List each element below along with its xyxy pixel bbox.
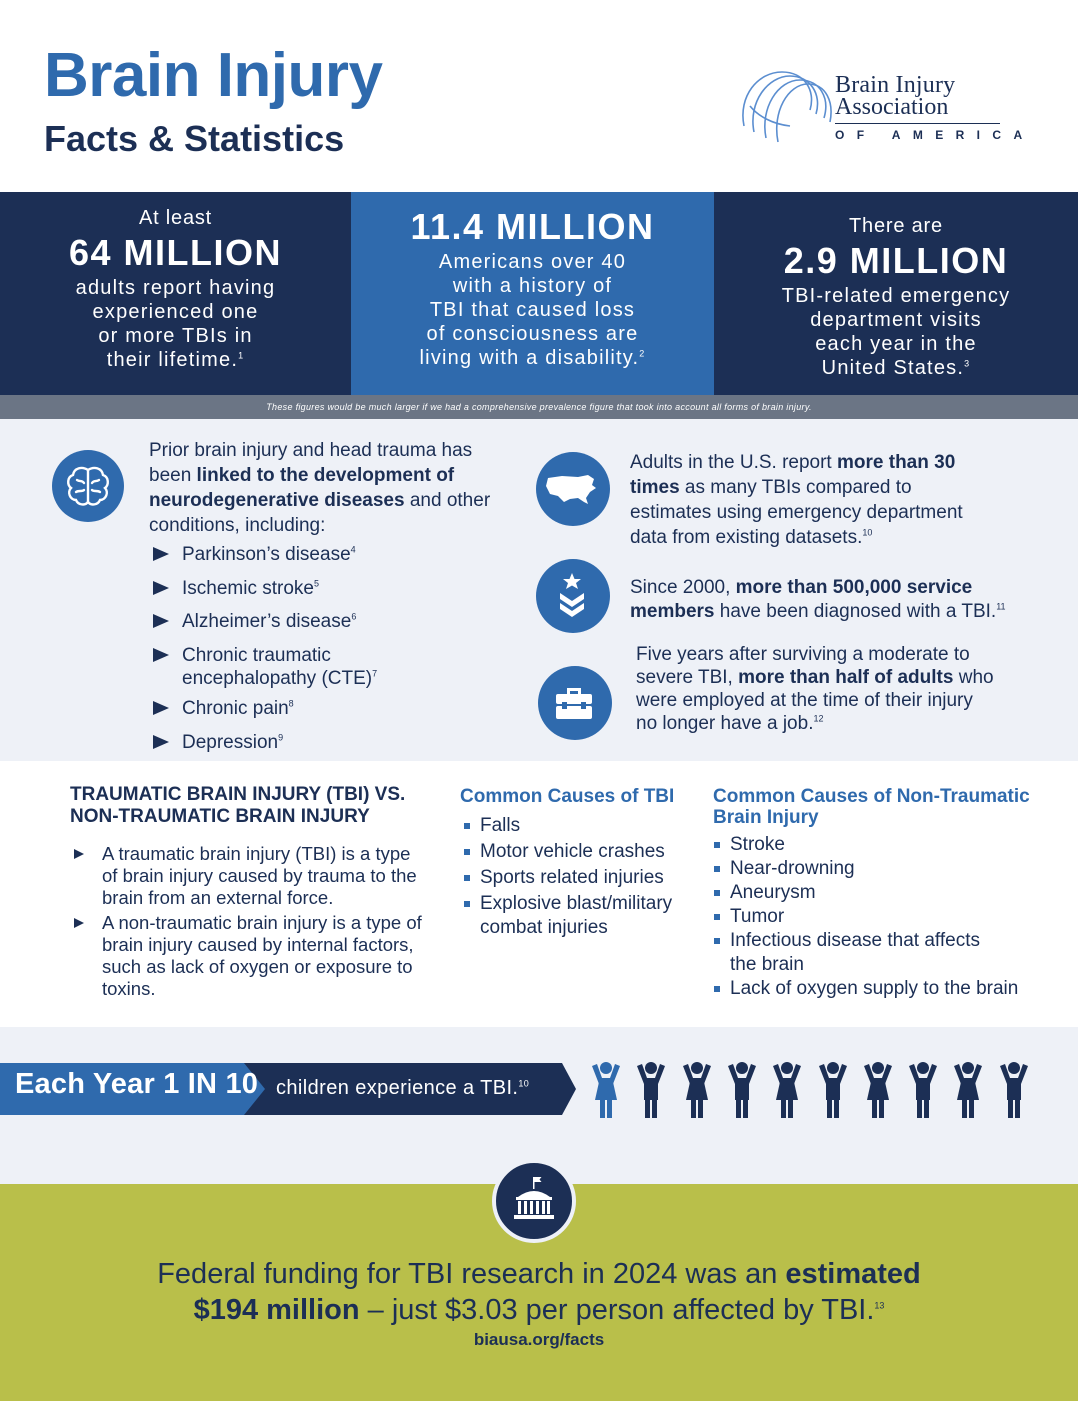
list-item: Tumor xyxy=(710,905,1040,929)
funding-statement: Federal funding for TBI research in 2024 was an estimated $194 million – just $3.03 per person affected by TBI.$^{13}$ xyxy=(157,1258,921,1326)
child-icon xyxy=(724,1060,760,1120)
condition-item: Alzheimer’s disease$^6$ xyxy=(153,610,356,633)
logo-line-2: Association xyxy=(835,94,949,120)
causes-tbi-heading: Common Causes of TBI xyxy=(460,786,675,807)
fact-employment: Five years after surviving a moderate to severe TBI, more than half of adults who were employed at the time of their injury no longer have a job.$^{12}$ xyxy=(636,644,994,734)
list-item: Falls xyxy=(460,814,690,838)
causes-non-tbi-heading: Common Causes of Non-Traumatic Brain Injury xyxy=(713,786,1030,828)
facts-link[interactable]: biausa.org/facts xyxy=(473,1330,605,1349)
child-icon xyxy=(815,1060,851,1120)
logo-line-3: OF AMERICA xyxy=(835,128,1035,142)
condition-item: Chronic pain$^8$ xyxy=(153,697,294,720)
condition-item: Depression$^9$ xyxy=(153,731,283,754)
briefcase-icon xyxy=(538,666,612,740)
list-item: Stroke xyxy=(710,833,1040,857)
logo-divider xyxy=(835,123,1000,124)
stat-text: TBI-related emergency department visits each year in the United States.$^3$ xyxy=(781,285,1011,379)
fact-30-times: Adults in the U.S. report more than 30 times as many TBIs compared to estimates using emergency department data from existing datasets.$^{10}$ xyxy=(630,452,963,548)
list-item: Lack of oxygen supply to the brain xyxy=(710,977,1040,1001)
stat-panel-11-4-million xyxy=(351,192,714,395)
fact-service-members: Since 2000, more than 500,000 service members have been diagnosed with a TBI.$^{11}$ xyxy=(630,577,1006,622)
causes-tbi-list xyxy=(460,814,690,940)
child-icon xyxy=(588,1060,624,1120)
stat-text: Americans over 40 with a history of TBI that caused loss of consciousness are living with a disability.$^2$ xyxy=(419,251,646,369)
military-rank-icon xyxy=(536,559,610,633)
child-icon xyxy=(996,1060,1032,1120)
stat-panel-64-million xyxy=(0,192,351,395)
usa-map-icon xyxy=(536,452,610,526)
list-item: Explosive blast/military combat injuries xyxy=(460,892,690,940)
child-icon xyxy=(679,1060,715,1120)
child-icon xyxy=(905,1060,941,1120)
condition-item: Ischemic stroke$^5$ xyxy=(153,577,319,600)
child-icon xyxy=(860,1060,896,1120)
page-title: Brain Injury xyxy=(44,41,383,110)
list-item: Aneurysm xyxy=(710,881,1040,905)
footnote-bar: These figures would be much larger if we had a comprehensive prevalence figure that took into account all forms of brain injury. xyxy=(0,395,1078,419)
each-year-text: children experience a TBI.$^{10}$ xyxy=(276,1077,530,1099)
causes-non-tbi-list xyxy=(710,833,1040,1001)
stat-number: 11.4 MILLION xyxy=(410,206,655,247)
stat-panel-2-9-million xyxy=(714,192,1078,395)
list-item: Sports related injuries xyxy=(460,866,690,890)
child-icon xyxy=(769,1060,805,1120)
tbi-vs-non-tbi-heading: TRAUMATIC BRAIN INJURY (TBI) VS. NON-TRAUMATIC BRAIN INJURY xyxy=(70,784,406,827)
logo-line-1: Brain Injury xyxy=(835,72,956,98)
list-item: Motor vehicle crashes xyxy=(460,840,690,864)
condition-item: Parkinson’s disease$^4$ xyxy=(153,543,356,566)
neuro-intro: Prior brain injury and head trauma has been linked to the development of neurodegenerative diseases and other conditions, including: xyxy=(149,440,491,536)
stat-pre: There are xyxy=(849,215,943,237)
list-item: Infectious disease that affects the brain xyxy=(710,929,1000,977)
capitol-icon xyxy=(492,1159,576,1243)
definition-item: A traumatic brain injury (TBI) is a type of brain injury caused by trauma to the brain from an external force. xyxy=(72,843,422,909)
page-subtitle: Facts & Statistics xyxy=(44,118,345,159)
stat-text: adults report having experienced one or more TBIs in their lifetime.$^1$ xyxy=(75,277,276,371)
stat-number: 2.9 MILLION xyxy=(783,240,1009,281)
child-icon xyxy=(633,1060,669,1120)
list-item: Near-drowning xyxy=(710,857,1040,881)
brain-icon xyxy=(52,450,124,522)
condition-item: Chronic traumatic encephalopathy (CTE)$^7$ xyxy=(153,644,413,690)
stat-pre: At least xyxy=(138,207,213,229)
child-icon xyxy=(950,1060,986,1120)
definition-item: A non-traumatic brain injury is a type of brain injury caused by internal factors, such as lack of oxygen or exposure to toxins. xyxy=(72,912,422,1000)
each-year-label: Each Year 1 IN 10 xyxy=(15,1068,259,1100)
stat-number: 64 MILLION xyxy=(68,232,283,273)
